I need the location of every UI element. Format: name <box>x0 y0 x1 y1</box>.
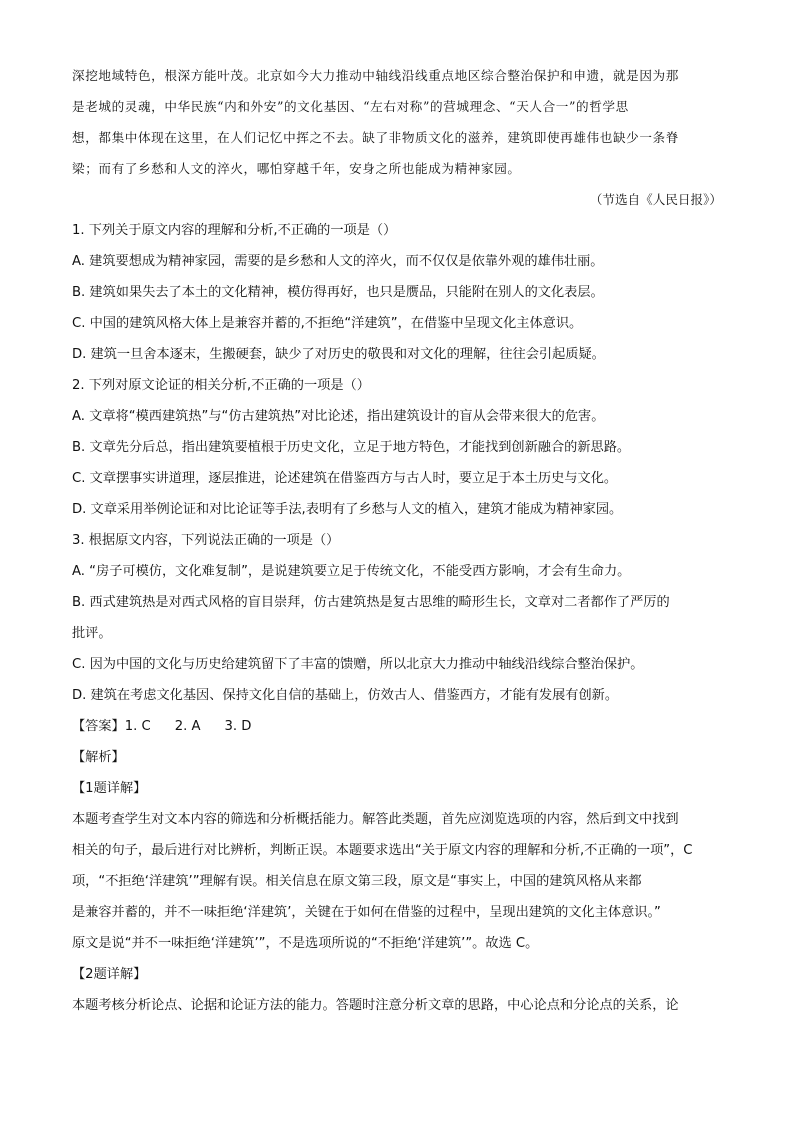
option-b-continued: 批评。 <box>72 626 112 641</box>
answer-item: 3. D <box>224 719 252 734</box>
question-1-detail <box>72 773 722 959</box>
question-stem: 2. 下列对原文论证的相关分析,不正确的一项是（） <box>72 378 370 393</box>
answer-line <box>72 711 722 742</box>
option-c: C. 文章摆事实讲道理，逐层推进，论述建筑在借鉴西方与古人时，要立足于本土历史与文化。 <box>72 471 618 486</box>
question-1 <box>72 215 722 370</box>
detail-line: 本题考查学生对文本内容的筛选和分析概括能力。解答此类题，首先应浏览选项的内容，然后到文中找到 <box>72 812 679 827</box>
option-b: B. 西式建筑热是对西式风格的盲目崇拜，仿古建筑热是复古思维的畸形生长，文章对二者都作了严厉的 <box>72 595 670 610</box>
answer-label: 【答案】 <box>72 719 125 734</box>
option-c: C. 中国的建筑风格大体上是兼容并蓄的,不拒绝“洋建筑”，在借鉴中呈现文化主体意识。 <box>72 316 583 331</box>
option-b: B. 建筑如果失去了本土的文化精神，模仿得再好，也只是赝品，只能附在别人的文化表层。 <box>72 285 604 300</box>
option-d: D. 建筑在考虑文化基因、保持文化自信的基础上，仿效古人、借鉴西方，才能有发展有创新。 <box>72 688 619 703</box>
answer-item: 2. A <box>174 719 201 734</box>
option-a: A. 文章将“模西建筑热”与“仿古建筑热”对比论述，指出建筑设计的盲从会带来很大的危害。 <box>72 409 605 424</box>
option-b: B. 文章先分后总，指出建筑要植根于历史文化，立足于地方特色，才能找到创新融合的新思路。 <box>72 440 631 455</box>
excerpt-line: 是老城的灵魂，中华民族“内和外安”的文化基因、“左右对称”的营城理念、“天人合一”的哲学思 <box>72 99 629 114</box>
excerpt-line: 想，都集中体现在这里，在人们记忆中挥之不去。缺了非物质文化的滋养，建筑即使再雄伟也缺少一条脊 <box>72 130 679 145</box>
detail-label: 【1题详解】 <box>72 781 147 796</box>
option-d: D. 建筑一旦舍本逐末，生搬硬套，缺少了对历史的敬畏和对文化的理解，往往会引起质疑。 <box>72 347 605 362</box>
detail-line: 项，“不拒绝‘洋建筑’”理解有误。相关信息在原文第三段，原文是“事实上，中国的建筑风格从来都 <box>72 874 642 889</box>
question-2-detail <box>72 959 722 1021</box>
detail-line: 相关的句子，最后进行对比辨析，判断正误。本题要求选出“关于原文内容的理解和分析,不正确的一项”，C <box>72 843 693 858</box>
excerpt-line: 梁；而有了乡愁和人文的淬火，哪怕穿越千年，安身之所也能成为精神家园。 <box>72 161 521 176</box>
question-stem: 1. 下列关于原文内容的理解和分析,不正确的一项是（） <box>72 223 397 238</box>
option-c: C. 因为中国的文化与历史给建筑留下了丰富的馈赠，所以北京大力推动中轴线沿线综合整治保护。 <box>72 657 644 672</box>
detail-line: 是兼容并蓄的，并不一味拒绝‘洋建筑’，关键在于如何在借鉴的过程中，呈现出建筑的文化主体意识。” <box>72 905 661 920</box>
analysis-label: 【解析】 <box>72 750 125 765</box>
excerpt-line: 深挖地域特色，根深方能叶茂。北京如今大力推动中轴线沿线重点地区综合整治保护和申遗，就是因为那 <box>72 68 679 83</box>
answer-item: 1. C <box>124 719 151 734</box>
question-2 <box>72 370 722 525</box>
detail-line: 原文是说“并不一味拒绝‘洋建筑’”，不是选项所说的“不拒绝‘洋建筑’”。故选 C。 <box>72 936 539 951</box>
detail-line: 本题考核分析论点、论据和论证方法的能力。答题时注意分析文章的思路，中心论点和分论点的关系，论 <box>72 998 679 1013</box>
excerpt-passage <box>72 60 722 184</box>
option-a: A. “房子可模仿，文化难复制”，是说建筑要立足于传统文化，不能受西方影响，才会有生命力。 <box>72 564 631 579</box>
option-a: A. 建筑要想成为精神家园，需要的是乡愁和人文的淬火，而不仅仅是依靠外观的雄伟壮丽。 <box>72 254 604 269</box>
question-3 <box>72 525 722 711</box>
excerpt-source: （节选自《人民日报》） <box>589 192 722 207</box>
question-stem: 3. 根据原文内容，下列说法正确的一项是（） <box>72 533 340 548</box>
option-d: D. 文章采用举例论证和对比论证等手法,表明有了乡愁与人文的植入，建筑才能成为精神家园。 <box>72 502 623 517</box>
detail-label: 【2题详解】 <box>72 967 147 982</box>
